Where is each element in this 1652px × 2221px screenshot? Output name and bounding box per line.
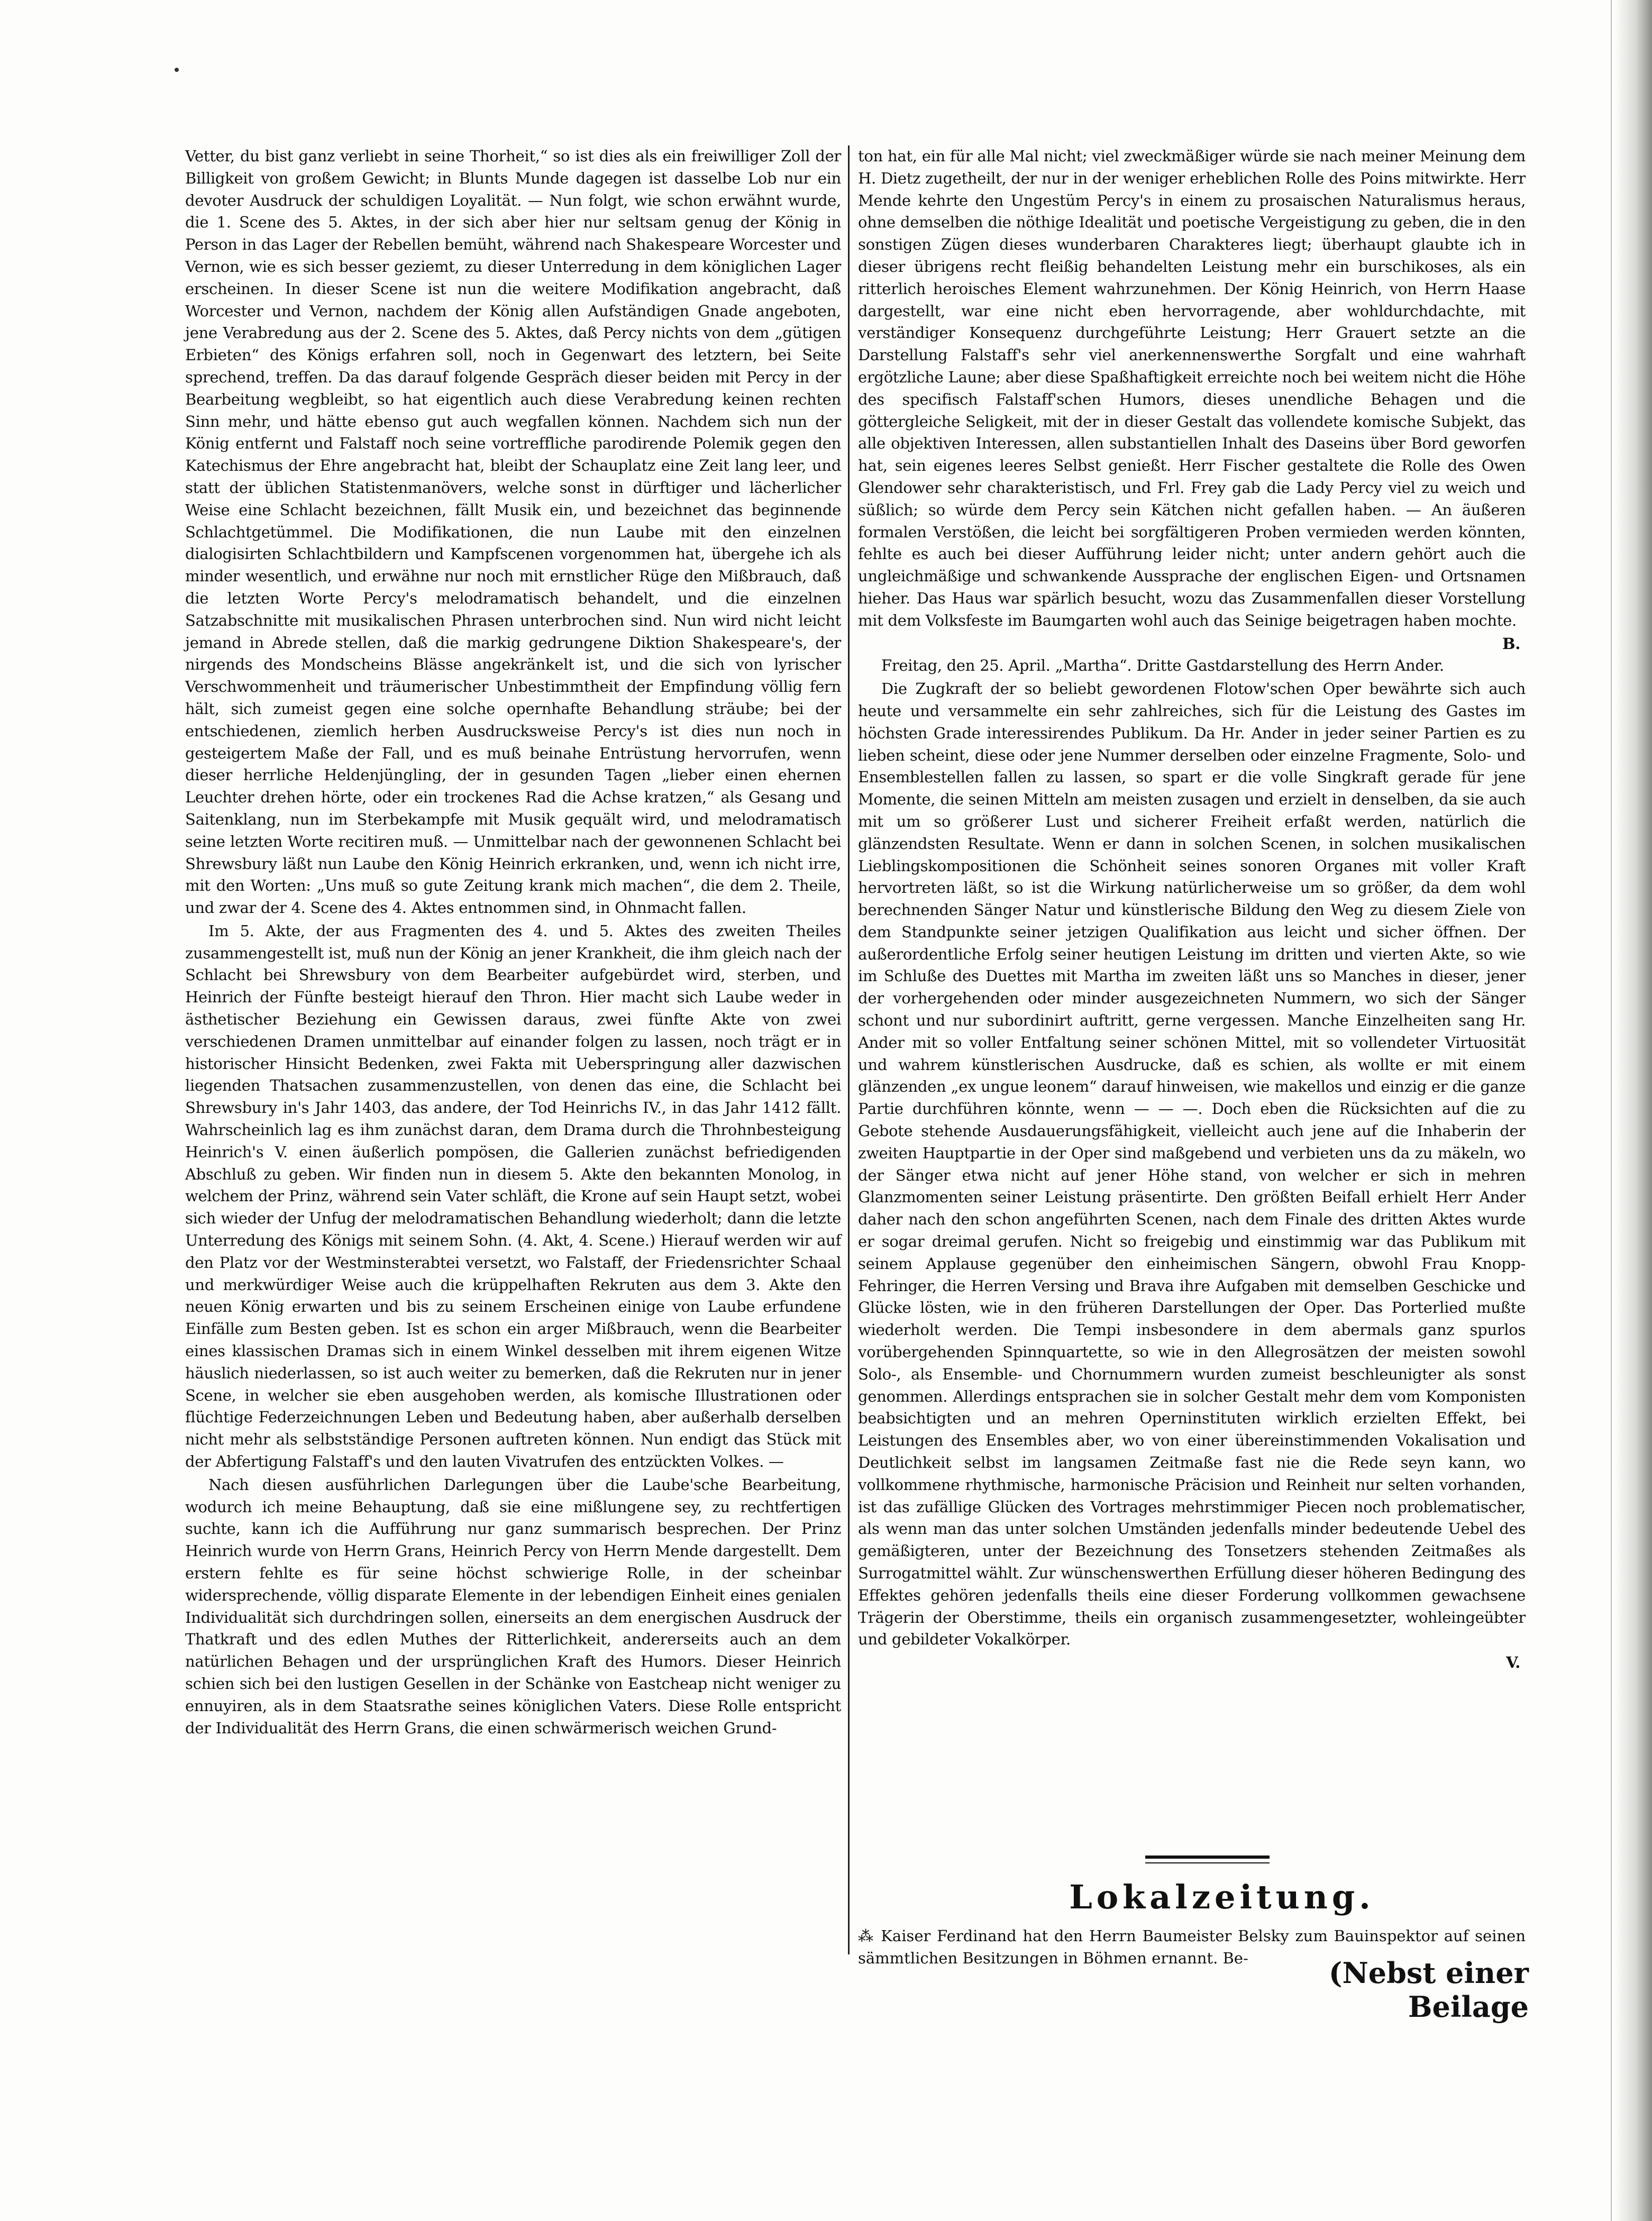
paragraph: Nach diesen ausführlichen Darlegungen über die Laube'sche Bearbeitung, wodurch ich meine Behauptung, daß sie eine mißlungene sey, zu rechtfertigen suchte, kann ich die Aufführung nur ganz summarisch besprechen. Der Prinz Heinrich wurde von Herrn Grans, Heinrich Percy von Herrn Mende dargestellt. Dem erstern fehlte es für seine höchst schwierige Rolle, in der scheinbar widersprechende, völlig disparate Elemente in der lebendigen Einheit eines genialen Individualität sich durchdringen sollen, einerseits an dem energischen Ausdruck der Thatkraft und des edlen Muthes der Ritterlichkeit, andererseits auch an dem natürlichen Behagen und der ursprünglichen Kraft des Humors. Dieser Heinrich schien sich bei den lustigen Gesellen in der Schänke von Eastcheap nicht weniger zu ennuyiren, als in dem Staatsrathe seines königlichen Vaters. Diese Rolle entspricht der Individualität des Herrn Grans, die einen schwärmerisch weichen Grund- [185, 1475, 841, 1737]
section-title: Lokalzeitung. [1069, 1878, 1375, 1916]
local-news-text: ⁂ Kaiser Ferdinand hat den Herrn Baumeister Belsky zum Bauinspektor auf seinen sämmtlichen Besitzungen in Böhmen ernannt. Be- [858, 1927, 1526, 1967]
section-rule [1145, 1856, 1270, 1859]
paragraph: Vetter, du bist ganz verliebt in seine Thorheit,“ so ist dies als ein freiwilliger Zoll der Billigkeit von großem Gewicht; in Blunts Munde dagegen ist dasselbe Lob nur ein devoter Ausdruck der schuldigen Loyalität. — Nun folgt, wie schon erwähnt wurde, die 1. Scene des 5. Aktes, in der sich aber hier nur seltsam genug der König in Person in das Lager der Rebellen bemüht, während nach Shakespeare Worcester und Vernon, wie es sich besser geziemt, zu dieser Unterredung in dem königlichen Lager erscheinen. In dieser Scene ist nun die weitere Modifikation angebracht, daß Worcester und Vernon, nachdem der König allen Aufständigen Gnade angeboten, jene Verabredung aus der 2. Scene des 5. Aktes, daß Percy nichts von dem „gütigen Erbieten“ des Königs erfahren soll, noch in Gegenwart des letztern, bei Seite sprechend, treffen. Da das darauf folgende Gespräch dieser beiden mit Percy in der Bearbeitung wegbleibt, so hat eigentlich auch diese Verabredung keinen rechten Sinn mehr, und hätte ebenso gut auch wegfallen können. Nachdem sich nun der König entfernt und Falstaff noch seine vortreffliche parodirende Polemik gegen den Katechismus der Ehre angebracht hat, bleibt der Schauplatz eine Zeit lang leer, und statt der üblichen Statistenmanövers, welche sonst in dürftiger und lächerlicher Weise eine Schlacht bezeichnen, fällt Musik ein, und bezeichnet das beginnende Schlachtgetümmel. Die Modifikationen, die nun Laube mit den einzelnen dialogisirten Schlachtbildern und Kampfscenen vorgenommen hat, übergehe ich als minder wesentlich, und erwähne nur noch mit ernstlicher Rüge den Mißbrauch, daß die letzten Worte Percy's melodramatisch behandelt, und die einzelnen Satzabschnitte mit musikalischen Phrasen unterbrochen sind. Nun wird nicht leicht jemand in Abrede stellen, daß die markig gedrungene Diktion Shakespeare's, der nirgends des Mondscheins Blässe angekränkelt ist, und die sich von lyrischer Verschwommenheit und träumerischer Unbestimmtheit der Empfindung völlig fern hält, sich zumeist gegen eine solche opernhafte Behandlung sträube; bei der entschiedenen, ziemlich herben Ausdrucksweise Percy's ist dies nun noch in gesteigertem Maße der Fall, und es muß beinahe Entrüstung hervorrufen, wenn dieser herrliche Heldenjüngling, der in gesunden Tagen „lieber einen ehernen Leuchter drehen hörte, oder ein trockenes Rad die Achse kratzen,“ als Gesang und Saitenklang, nun im Sterbekampfe mit Musik gequält wird, und melodramatisch seine letzten Worte recitiren muß. — Unmittelbar nach der gewonnenen Schlacht bei Shrewsbury läßt nun Laube den König Heinrich erkranken, und, wenn ich nicht irre, mit den Worten: „Uns muß so gute Zeitung krank mich machen“, die dem 2. Theile, und zwar der 4. Scene des 4. Aktes entnommen sind, in Ohnmacht fallen. [185, 147, 841, 917]
performance-heading: Freitag, den 25. April. „Martha“. Dritte Gastdarstellung des Herrn Ander. [881, 656, 1444, 675]
paragraph: Die Zugkraft der so beliebt gewordenen Flotow'schen Oper bewährte sich auch heute und versammelte ein sehr zahlreiches, sich für die Leistung des Gastes im höchsten Grade interessirendes Publikum. Da Hr. Ander in jeder seiner Partien es zu lieben scheint, diese oder jene Nummer derselben oder einzelne Fragmente, Solo- und Ensemblestellen fallen zu lassen, so spart er die volle Singkraft gerade für jene Momente, die seinen Mitteln am meisten zusagen und erzielt in denselben, da sie auch mit um so größerer Lust und sicherer Freiheit erfaßt werden, natürlich die glänzendsten Resultate. Wenn er dann in solchen Scenen, in solchen musikalischen Lieblingskompositionen die Schönheit seines sonoren Organes mit voller Kraft hervortreten läßt, so ist die Wirkung natürlicherweise um so größer, da dem wohl berechnenden Sänger Natur und künstlerische Bildung den Weg zu diesem Ziele von dem Standpunkte seiner jetzigen Qualifikation aus leicht und sicher öffnen. Der außerordentliche Erfolg seiner heutigen Leistung im dritten und vierten Akte, so wie im Schluße des Duettes mit Martha im zweiten läßt uns so Manches in dieser, jener der vorhergehenden oder minder ausgezeichneten Nummern, wo sich der Sänger schont und nur subordinirt auftritt, gerne vergessen. Manche Einzelheiten sang Hr. Ander mit so voller Entfaltung seiner schönen Mittel, mit so vollendeter Virtuosität und wahrem künstlerischen Ausdrucke, daß es schien, als wollte er mit einem glänzenden „ex ungue leonem“ darauf hinweisen, wie makellos und einzig er die ganze Partie durchführen könnte, wenn — — —. Doch eben die Rücksichten auf die zu Gebote stehende Ausdauerungsfähigkeit, vielleicht auch jene auf die Inhaberin der zweiten Hauptpartie in der Oper sind maßgebend und verbieten uns da zu mäkeln, wo der Sänger etwa nicht auf jener Höhe stand, von welcher er sich in mehren Glanzmomenten seiner Leistung präsentirte. Den größten Beifall erhielt Herr Ander daher nach den schon angeführten Scenen, nach dem Finale des dritten Aktes wurde er sogar dreimal gerufen. Nicht so freigebig und einstimmig war das Publikum mit seinem Applause gegenüber den einheimischen Sängern, obwohl Frau Knopp-Fehringer, die Herren Versing und Brava ihre Aufgaben mit demselben Geschicke und Glücke lösten, wie in den früheren Darstellungen der Oper. Das Porterlied mußte wiederholt werden. Die Tempi insbesondere in dem abermals ganz spurlos vorübergehenden Spinnquartette, so wie in den Allegrosätzen der meisten sowohl Solo-, als Ensemble- und Chornummern wurden zumeist beschleunigter als sonst genommen. Allerdings entsprachen sie in solcher Gestalt mehr dem vom Komponisten beabsichtigten und an mehren Operninstituten wirklich erzielten Effekt, bei Leistungen des Ensembles aber, wo von einer übereinstimmenden Vokalisation und Deutlichkeit selbst im langsamen Zeitmaße fast nie die Rede seyn kann, wo vollkommene rhythmische, harmonische Präcision und Reinheit nur selten vorhanden, ist das zufällige Glücken des Vortrages mehrstimmiger Piecen noch problematischer, als wenn man das unter solchen Umständen jedenfalls minder bedeutende Uebel des gemäßigteren, unter der Bezeichnung des Tonsetzers stehenden Zeitmaßes als Surrogatmittel wählt. Zur wünschenswerthen Erfüllung dieser höheren Bedingung des Effektes gehören jedenfalls theils eine dieser Forderung vollkommen gewachsene Trägerin der Oberstimme, theils ein organisch zusammengesetzter, wohleingeübter und gebildeter Vokalkörper. [858, 680, 1526, 1649]
ink-speck [175, 68, 179, 72]
section-rule [1145, 1862, 1270, 1863]
supplement-note: (Nebst einer Beilage [1328, 1956, 1529, 2024]
author-signature: V. [1506, 1653, 1520, 1672]
author-signature: B. [1502, 634, 1520, 653]
left-column [185, 145, 841, 1740]
page-edge-line [1611, 0, 1612, 2221]
paragraph: Im 5. Akte, der aus Fragmenten des 4. und 5. Aktes des zweiten Theiles zusammengestellt ist, muß nun der König an jener Krankheit, die ihm gleich nach der Schlacht bei Shrewsbury von dem Bearbeiter aufgebürdet wird, sterben, und Heinrich der Fünfte besteigt hierauf den Thron. Hier macht sich Laube weder in ästhetischer Beziehung ein Gewissen daraus, zwei fünfte Akte von zwei verschiedenen Dramen unmittelbar auf einander folgen zu lassen, noch trägt er in historischer Hinsicht Bedenken, zwei Fakta mit Ueberspringung aller dazwischen liegenden Thatsachen zusammenzustellen, von denen das eine, die Schlacht bei Shrewsbury in's Jahr 1403, das andere, der Tod Heinrichs IV., in das Jahr 1412 fällt. Wahrscheinlich lag es ihm zunächst daran, dem Drama durch die Throhnbesteigung Heinrich's V. einen äußerlich pompösen, die Gallerien zunächst befriedigenden Abschluß zu geben. Wir finden nun in diesem 5. Akte den bekannten Monolog, in welchem der Prinz, während sein Vater schläft, die Krone auf sein Haupt setzt, wobei sich wieder der Unfug der melodramatischen Behandlung wiederholt; dann die letzte Unterredung des Königs mit seinem Sohn. (4. Akt, 4. Scene.) Hierauf werden wir auf den Platz vor der Westminsterabtei versetzt, wo Falstaff, der Friedensrichter Schaal und merkwürdiger Weise auch die krüppelhaften Rekruten aus dem 3. Akte den neuen König erwarten und bis zu seinem Erscheinen einige von Laube erfundene Einfälle zum Besten geben. Ist es schon ein arger Mißbrauch, wenn die Bearbeiter eines klassischen Dramas sich in einem Winkel desselben mit ihrem eigenen Witze häuslich niederlassen, so ist auch weiter zu bemerken, daß die Rekruten nur in jener Scene, in welcher sie eben ausgehoben werden, als komische Illustrationen oder flüchtige Federzeichnungen Leben und Bedeutung haben, aber außerhalb derselben nicht mehr als selbstständige Personen auftreten können. Nun endigt das Stück mit der Abfertigung Falstaff's und den lauten Vivatrufen des entzückten Volkes. — [185, 921, 841, 1471]
column-divider [848, 145, 850, 1954]
paragraph: ton hat, ein für alle Mal nicht; viel zweckmäßiger würde sie nach meiner Meinung dem H. Dietz zugetheilt, der nur in der weniger erheblichen Rolle des Poins mitwirkte. Herr Mende kehrte den Ungestüm Percy's in einem zu prosaischen Naturalismus heraus, ohne demselben die nöthige Idealität und poetische Vergeistigung zu geben, die in den sonstigen Zügen dieses wunderbaren Charakteres liegt; überhaupt glaubte ich in dieser übrigens recht fleißig behandelten Leistung mehr ein burschikoses, als ein ritterlich heroisches Element wahrzunehmen. Der König Heinrich, von Herrn Haase dargestellt, war eine nicht eben hervorragende, aber wohldurchdachte, mit verständiger Konsequenz durchgeführte Leistung; Herr Grauert setzte an die Darstellung Falstaff's sehr viel anerkennenswerthe Sorgfalt und eine wahrhaft ergötzliche Laune; aber diese Spaßhaftigkeit erreichte noch bei weitem nicht die Höhe des specifisch Falstaff'schen Humors, dieses unendliche Behagen und die göttergleiche Seligkeit, mit der in dieser Gestalt das vollendete komische Subjekt, das alle objektiven Interessen, allen substantiellen Inhalt des Daseins über Bord geworfen hat, sein eigenes leeres Selbst genießt. Herr Fischer gestaltete die Rolle des Owen Glendower sehr charakteristisch, und Frl. Frey gab die Lady Percy viel zu weich und süßlich; so würde dem Percy sein Kätchen nicht gefallen haben. — An äußeren formalen Verstößen, die leicht bei sorgfältigeren Proben vermieden werden könnten, fehlte es auch bei dieser Aufführung leider nicht; unter andern gehört auch die ungleichmäßige und schwankende Aussprache der englischen Eigen- und Ortsnamen hieher. Das Haus war spärlich besucht, wozu das Zusammenfallen dieser Vorstellung mit dem Volksfeste im Baumgarten wohl auch das Seinige beigetragen haben mochte. [858, 147, 1526, 629]
right-column [858, 145, 1526, 1674]
page-edge-shadow [1615, 0, 1652, 2221]
